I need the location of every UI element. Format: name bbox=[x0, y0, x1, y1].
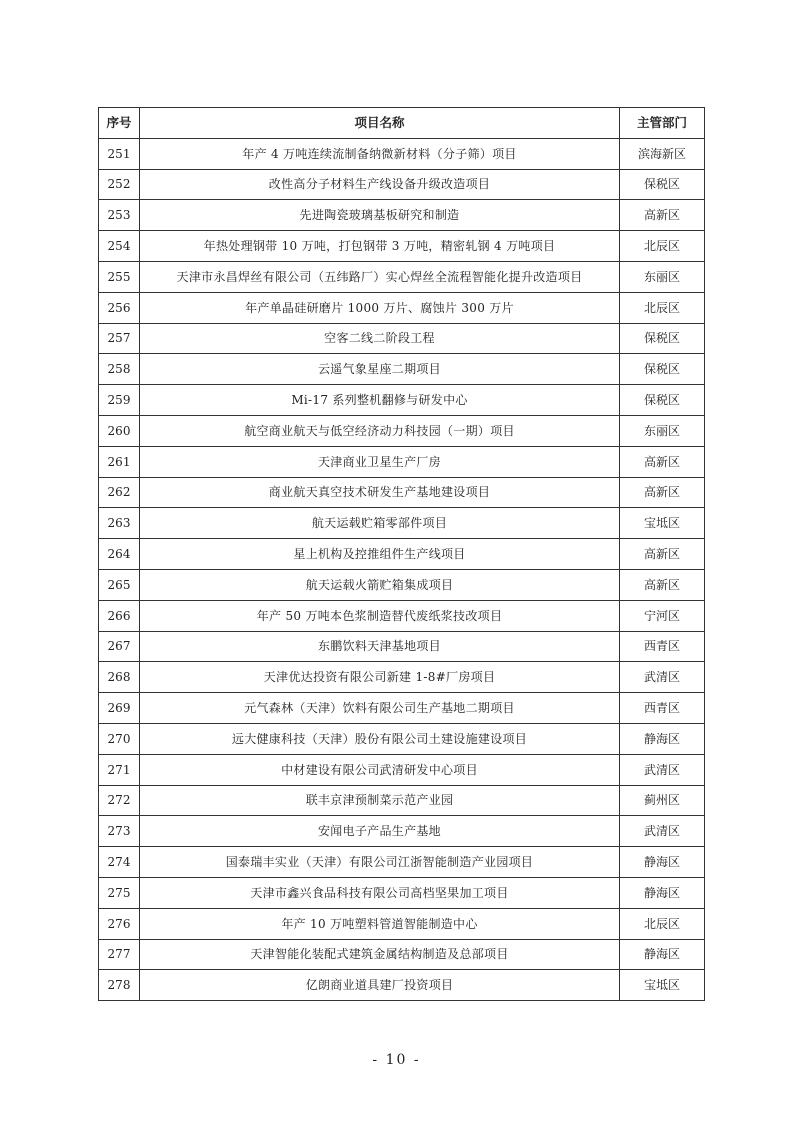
row-department: 高新区 bbox=[620, 569, 705, 600]
row-department: 静海区 bbox=[620, 877, 705, 908]
row-project-name: 天津商业卫星生产厂房 bbox=[140, 446, 620, 477]
table-row bbox=[99, 754, 705, 785]
table-row bbox=[99, 508, 705, 539]
project-table bbox=[98, 107, 705, 1001]
table-row bbox=[99, 138, 705, 169]
table-row bbox=[99, 539, 705, 570]
row-department: 保税区 bbox=[620, 323, 705, 354]
table-row bbox=[99, 200, 705, 231]
table-row bbox=[99, 877, 705, 908]
row-department: 高新区 bbox=[620, 200, 705, 231]
row-project-name: 天津智能化装配式建筑金属结构制造及总部项目 bbox=[140, 939, 620, 970]
table-body bbox=[99, 138, 705, 1000]
row-project-name: 联丰京津预制菜示范产业园 bbox=[140, 785, 620, 816]
table-row bbox=[99, 446, 705, 477]
row-serial-number: 270 bbox=[99, 723, 140, 754]
row-serial-number: 267 bbox=[99, 631, 140, 662]
row-serial-number: 255 bbox=[99, 261, 140, 292]
row-project-name: 航天运载火箭贮箱集成项目 bbox=[140, 569, 620, 600]
row-serial-number: 252 bbox=[99, 169, 140, 200]
row-serial-number: 266 bbox=[99, 600, 140, 631]
row-serial-number: 273 bbox=[99, 816, 140, 847]
row-serial-number: 254 bbox=[99, 231, 140, 262]
table-row bbox=[99, 569, 705, 600]
row-project-name: 天津市鑫兴食品科技有限公司高档坚果加工项目 bbox=[140, 877, 620, 908]
row-serial-number: 269 bbox=[99, 693, 140, 724]
table-row bbox=[99, 354, 705, 385]
row-serial-number: 275 bbox=[99, 877, 140, 908]
table-row bbox=[99, 662, 705, 693]
row-department: 保税区 bbox=[620, 385, 705, 416]
row-serial-number: 277 bbox=[99, 939, 140, 970]
table-row bbox=[99, 816, 705, 847]
row-department: 高新区 bbox=[620, 539, 705, 570]
header-project-name: 项目名称 bbox=[140, 108, 620, 139]
row-department: 静海区 bbox=[620, 847, 705, 878]
table-row bbox=[99, 631, 705, 662]
table-row bbox=[99, 693, 705, 724]
table-row bbox=[99, 970, 705, 1001]
table-row bbox=[99, 600, 705, 631]
table-row bbox=[99, 908, 705, 939]
page-number: - 10 - bbox=[372, 1052, 421, 1068]
row-project-name: 国泰瑞丰实业（天津）有限公司江浙智能制造产业园项目 bbox=[140, 847, 620, 878]
row-project-name: 天津市永昌焊丝有限公司（五纬路厂）实心焊丝全流程智能化提升改造项目 bbox=[140, 261, 620, 292]
row-project-name: 航空商业航天与低空经济动力科技园（一期）项目 bbox=[140, 415, 620, 446]
row-serial-number: 268 bbox=[99, 662, 140, 693]
row-serial-number: 271 bbox=[99, 754, 140, 785]
row-department: 滨海新区 bbox=[620, 138, 705, 169]
row-department: 静海区 bbox=[620, 939, 705, 970]
table-row bbox=[99, 261, 705, 292]
row-serial-number: 257 bbox=[99, 323, 140, 354]
row-department: 东丽区 bbox=[620, 261, 705, 292]
row-project-name: 空客二线二阶段工程 bbox=[140, 323, 620, 354]
row-project-name: 星上机构及控推组件生产线项目 bbox=[140, 539, 620, 570]
header-serial-number: 序号 bbox=[99, 108, 140, 139]
header-department: 主管部门 bbox=[620, 108, 705, 139]
row-serial-number: 263 bbox=[99, 508, 140, 539]
table-row bbox=[99, 415, 705, 446]
row-project-name: 年产 4 万吨连续流制备纳微新材料（分子筛）项目 bbox=[140, 138, 620, 169]
row-project-name: 年产 10 万吨塑料管道智能制造中心 bbox=[140, 908, 620, 939]
row-department: 北辰区 bbox=[620, 231, 705, 262]
table-row bbox=[99, 292, 705, 323]
row-project-name: 安闻电子产品生产基地 bbox=[140, 816, 620, 847]
row-department: 武清区 bbox=[620, 662, 705, 693]
row-serial-number: 258 bbox=[99, 354, 140, 385]
row-serial-number: 274 bbox=[99, 847, 140, 878]
row-serial-number: 278 bbox=[99, 970, 140, 1001]
table-row bbox=[99, 385, 705, 416]
row-project-name: 年产单晶硅研磨片 1000 万片、腐蚀片 300 万片 bbox=[140, 292, 620, 323]
row-project-name: Mi-17 系列整机翻修与研发中心 bbox=[140, 385, 620, 416]
row-department: 武清区 bbox=[620, 754, 705, 785]
row-department: 武清区 bbox=[620, 816, 705, 847]
row-department: 蓟州区 bbox=[620, 785, 705, 816]
row-project-name: 远大健康科技（天津）股份有限公司土建设施建设项目 bbox=[140, 723, 620, 754]
table-header-row bbox=[99, 108, 705, 139]
row-project-name: 年产 50 万吨本色浆制造替代废纸浆技改项目 bbox=[140, 600, 620, 631]
row-project-name: 天津优达投资有限公司新建 1-8#厂房项目 bbox=[140, 662, 620, 693]
row-project-name: 航天运载贮箱零部件项目 bbox=[140, 508, 620, 539]
row-project-name: 先进陶瓷玻璃基板研究和制造 bbox=[140, 200, 620, 231]
row-department: 东丽区 bbox=[620, 415, 705, 446]
row-department: 西青区 bbox=[620, 693, 705, 724]
table-row bbox=[99, 323, 705, 354]
row-department: 宝坻区 bbox=[620, 508, 705, 539]
table-row bbox=[99, 231, 705, 262]
row-project-name: 东鹏饮料天津基地项目 bbox=[140, 631, 620, 662]
table-row bbox=[99, 847, 705, 878]
row-department: 高新区 bbox=[620, 446, 705, 477]
row-project-name: 中材建设有限公司武清研发中心项目 bbox=[140, 754, 620, 785]
row-department: 保税区 bbox=[620, 169, 705, 200]
row-serial-number: 261 bbox=[99, 446, 140, 477]
row-department: 西青区 bbox=[620, 631, 705, 662]
row-serial-number: 272 bbox=[99, 785, 140, 816]
row-serial-number: 262 bbox=[99, 477, 140, 508]
row-project-name: 商业航天真空技术研发生产基地建设项目 bbox=[140, 477, 620, 508]
table-row bbox=[99, 785, 705, 816]
row-serial-number: 265 bbox=[99, 569, 140, 600]
row-project-name: 年热处理钢带 10 万吨，打包钢带 3 万吨，精密轧钢 4 万吨项目 bbox=[140, 231, 620, 262]
row-department: 北辰区 bbox=[620, 908, 705, 939]
table-row bbox=[99, 939, 705, 970]
row-serial-number: 259 bbox=[99, 385, 140, 416]
table-row bbox=[99, 723, 705, 754]
table-row bbox=[99, 169, 705, 200]
row-department: 静海区 bbox=[620, 723, 705, 754]
row-serial-number: 260 bbox=[99, 415, 140, 446]
row-serial-number: 253 bbox=[99, 200, 140, 231]
row-department: 高新区 bbox=[620, 477, 705, 508]
row-project-name: 改性高分子材料生产线设备升级改造项目 bbox=[140, 169, 620, 200]
row-department: 宁河区 bbox=[620, 600, 705, 631]
row-department: 保税区 bbox=[620, 354, 705, 385]
row-project-name: 云遥气象星座二期项目 bbox=[140, 354, 620, 385]
row-serial-number: 264 bbox=[99, 539, 140, 570]
table-row bbox=[99, 477, 705, 508]
row-project-name: 元气森林（天津）饮料有限公司生产基地二期项目 bbox=[140, 693, 620, 724]
row-department: 宝坻区 bbox=[620, 970, 705, 1001]
row-serial-number: 276 bbox=[99, 908, 140, 939]
row-department: 北辰区 bbox=[620, 292, 705, 323]
row-project-name: 亿朗商业道具建厂投资项目 bbox=[140, 970, 620, 1001]
row-serial-number: 256 bbox=[99, 292, 140, 323]
row-serial-number: 251 bbox=[99, 138, 140, 169]
